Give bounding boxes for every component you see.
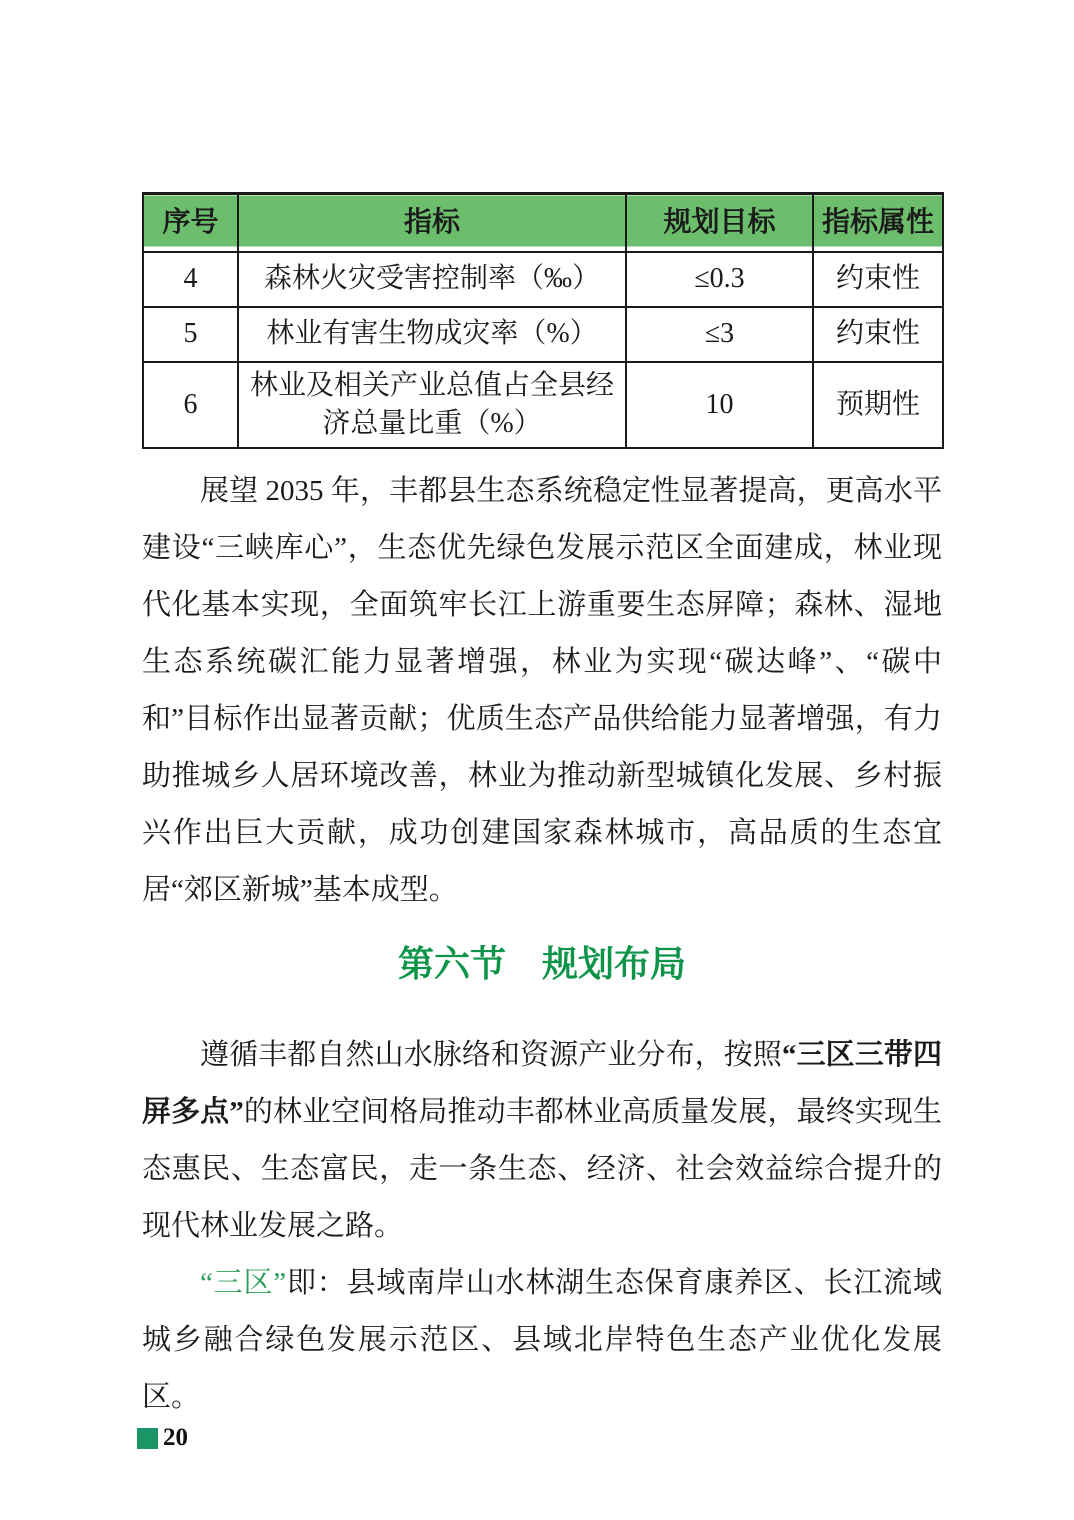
page-number-marker-square [137, 1428, 158, 1449]
cell-target: ≤0.3 [626, 252, 813, 307]
table-row [143, 362, 943, 448]
table-header-indicator: 指标 [238, 194, 626, 252]
cell-no: 6 [143, 362, 238, 448]
paragraph-planning-layout [142, 1027, 942, 1255]
cell-indicator: 林业有害生物成灾率（%） [238, 307, 626, 362]
table-header-attribute: 指标属性 [813, 194, 943, 252]
table-row [143, 252, 943, 307]
cell-target: 10 [626, 362, 813, 448]
cell-target: ≤3 [626, 307, 813, 362]
cell-no: 4 [143, 252, 238, 307]
outlook-text: 展望 2035 年，丰都县生态系统稳定性显著提高，更高水平建设“三峡库心”，生态优先绿色发展示范区全面建成，林业现代化基本实现，全面筑牢长江上游重要生态屏障；森林、湿地生态系统碳汇能力显著增强，林业为实现“碳达峰”、“碳中和”目标作出显著贡献；优质生态产品供给能力显著增强，有力助推城乡人居环境改善，林业为推动新型城镇化发展、乡村振兴作出巨大贡献，成功创建国家森林城市，高品质的生态宜居“郊区新城”基本成型。 [142, 474, 942, 906]
cell-indicator: 林业及相关产业总值占全县经济总量比重（%） [238, 362, 626, 448]
page-number: 20 [163, 1424, 188, 1451]
layout-text-pre: 遵循丰都自然山水脉络和资源产业分布，按照 [200, 1038, 782, 1071]
cell-attribute: 约束性 [813, 252, 943, 307]
table-header-no: 序号 [143, 194, 238, 252]
three-zones-term: “三区” [200, 1266, 287, 1299]
paragraph-2035-outlook [142, 463, 942, 919]
table-header-row [143, 194, 943, 252]
layout-text-post: 的林业空间格局推动丰都林业高质量发展，最终实现生态惠民、生态富民，走一条生态、经济、社会效益综合提升的现代林业发展之路。 [142, 1095, 942, 1242]
indicator-table [142, 192, 944, 449]
cell-attribute: 预期性 [813, 362, 943, 448]
table-header-target: 规划目标 [626, 194, 813, 252]
cell-indicator: 森林火灾受害控制率（‰） [238, 252, 626, 307]
cell-no: 5 [143, 307, 238, 362]
paragraph-three-zones [142, 1255, 942, 1426]
three-zones-text: 即：县域南岸山水林湖生态保育康养区、长江流域城乡融合绿色发展示范区、县域北岸特色生态产业优化发展区。 [142, 1266, 942, 1413]
page-footer [137, 1424, 188, 1452]
page-content [142, 192, 942, 1426]
section-heading: 第六节 规划布局 [397, 942, 686, 984]
layout-text-bold: “三区三带四屏多点” [142, 1038, 942, 1128]
table-row [143, 307, 943, 362]
cell-attribute: 约束性 [813, 307, 943, 362]
